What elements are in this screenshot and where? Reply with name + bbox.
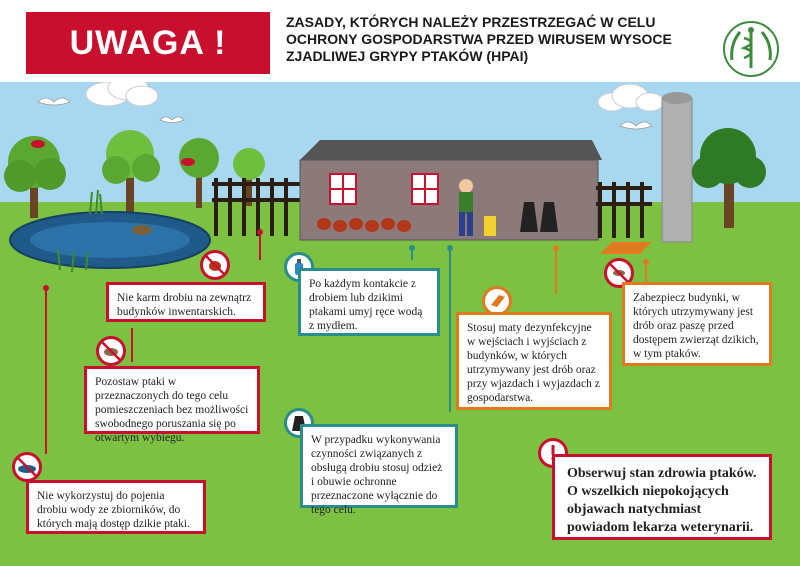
veterinary-emblem-icon (722, 20, 780, 78)
header (0, 0, 800, 82)
rule-hygiene: Po każdym kontakcie z drobiem lub dzikimi ptakami umyj ręce wodą z mydłem. (298, 268, 440, 336)
no-wild-water-icon (12, 452, 42, 482)
page-title: UWAGA ! (26, 12, 270, 74)
rule-clothing: W przypadku wykonywania czynności związanych z obsługą drobiu stosuj odzież i obuwie ochronne przeznaczone wyłącznie do tego celu. (300, 424, 458, 508)
farm-scene (0, 82, 800, 566)
no-feeding-icon (200, 250, 230, 280)
rule-no-feeding: Nie karm drobiu na zewnątrz budynków inwentarskich. (106, 282, 266, 322)
rule-mats: Stosuj maty dezynfekcyjne w wejściach i wyjściach z budynków, w których utrzymywany jest drób oraz przy wjazdach i wyjazdach z gospodarstwa. (456, 312, 612, 410)
rule-housing: Pozostaw ptaki w przeznaczonych do tego celu pomieszczeniach bez możliwości swobodnego poruszania się po otwartym wybiegu. (84, 366, 260, 434)
rule-observe-health: Obserwuj stan zdrowia ptaków. O wszelkich niepokojących objawach natychmiast powiadom lekarza weterynarii. (552, 454, 772, 540)
page-subtitle: ZASADY, KTÓRYCH NALEŻY PRZESTRZEGAĆ W CELU OCHRONY GOSPODARSTWA PRZED WIRUSEM WYSOCE ZJADLIWEJ GRYPY PTAKÓW (HPAI) (286, 14, 672, 64)
rule-water: Nie wykorzystuj do pojenia drobiu wody ze zbiorników, do których mają dostęp dzikie ptaki. (26, 480, 206, 534)
rule-buildings: Zabezpiecz budynki, w których utrzymywany jest drób oraz paszę przed dostępem zwierząt dzikich, w tym ptaków. (622, 282, 772, 366)
no-free-range-icon (96, 336, 126, 366)
